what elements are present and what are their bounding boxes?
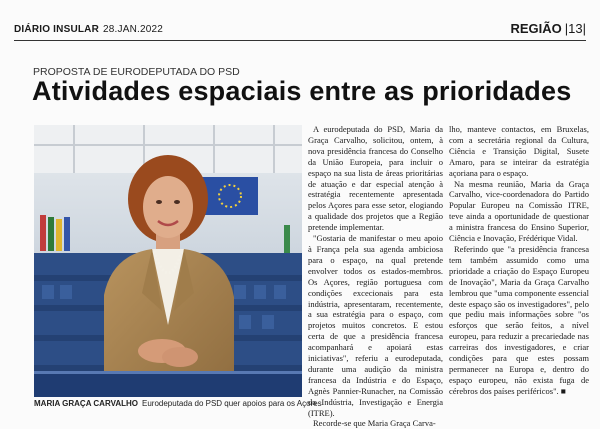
article-column-1 — [308, 124, 443, 429]
header-rule — [14, 40, 586, 41]
paragraph: Recorde-se que Maria Graça Carva- — [313, 418, 436, 429]
caption-text: Eurodeputada do PSD quer apoios para os Açores — [142, 399, 322, 408]
paragraph: "Gostaria de manifestar o meu apoio à França pela sua agenda ambiciosa para o espaço, na qual pretende envolver todos os estados-membros. Os Açores, região portuguesa com condições excecionais para esta indústria, apresentaram, recentemente, a sua estratégia para o espaço, com projetos muitos concretos. E estou certa de que a presidência francesa acompanhará e apoiará estas iniciativas", referiu a eurodeputada, durante uma audição da ministra francesa da Indústria e do Espaço, Agnès Pannier-Runacher, na Comissão da Indústria, Investigação e Energia (ITRE). — [308, 233, 443, 418]
paragraph: Na mesma reunião, Maria da Graça Carvalho, vice-coordenadora do Partido Popular Europeu na Comissão ITRE, teve ainda a oportunidade de questionar a ministra francesa do Ensino Superior, Ciência e Inovação, Frédérique Vidal. — [449, 178, 589, 244]
article-kicker: PROPOSTA DE EURODEPUTADA DO PSD — [33, 66, 240, 78]
page-header — [14, 21, 586, 40]
publication-date: 28.JAN.2022 — [103, 24, 164, 35]
paragraph: lho, manteve contactos, em Bruxelas, com a secretária regional da Cultura, Ciência e Transição Digital, Susete Amaro, para se inteirar da estratégia açoriana para o espaço. — [449, 124, 589, 178]
article-photo — [34, 125, 302, 397]
caption-name: MARIA GRAÇA CARVALHO — [34, 399, 138, 408]
paragraph: Referindo que "a presidência francesa tem também assumido como uma prioridade a criação do Espaço Europeu de Inovação", Maria da Graça Carvalho lembrou que "uma componente essencial deste espaço são os investigadores", pelo que pediu mais informações sobre "os esforços que serão feitos, a nível europeu, para reduzir a precariedade nas carreiras dos investigadores, e criar condições para que estes possam permanecer na Europa e, dentro do espaço europeu, não exista fuga de cérebros dos países periféricos". ■ — [449, 243, 589, 396]
paragraph: A eurodeputada do PSD, Maria da Graça Carvalho, solicitou, ontem, à nova presidência francesa do Conselho da União Europeia, para incluir o espaço na sua lista de áreas prioritárias de atuação e dar especial atenção à estratégia recentemente apresentada pelos Açores para esse setor, elogiando a qualidade dos projetos que a Região pretende implementar. — [308, 124, 443, 233]
section-name: REGIÃO — [510, 21, 562, 36]
publication-masthead — [14, 24, 163, 35]
photo-caption — [34, 399, 322, 408]
section-label — [510, 21, 586, 36]
article-headline: Atividades espaciais entre as prioridades — [32, 76, 572, 106]
page-number: |13| — [564, 21, 586, 36]
publication-name: DIÁRIO INSULAR — [14, 24, 100, 35]
article-column-2 — [449, 124, 589, 410]
